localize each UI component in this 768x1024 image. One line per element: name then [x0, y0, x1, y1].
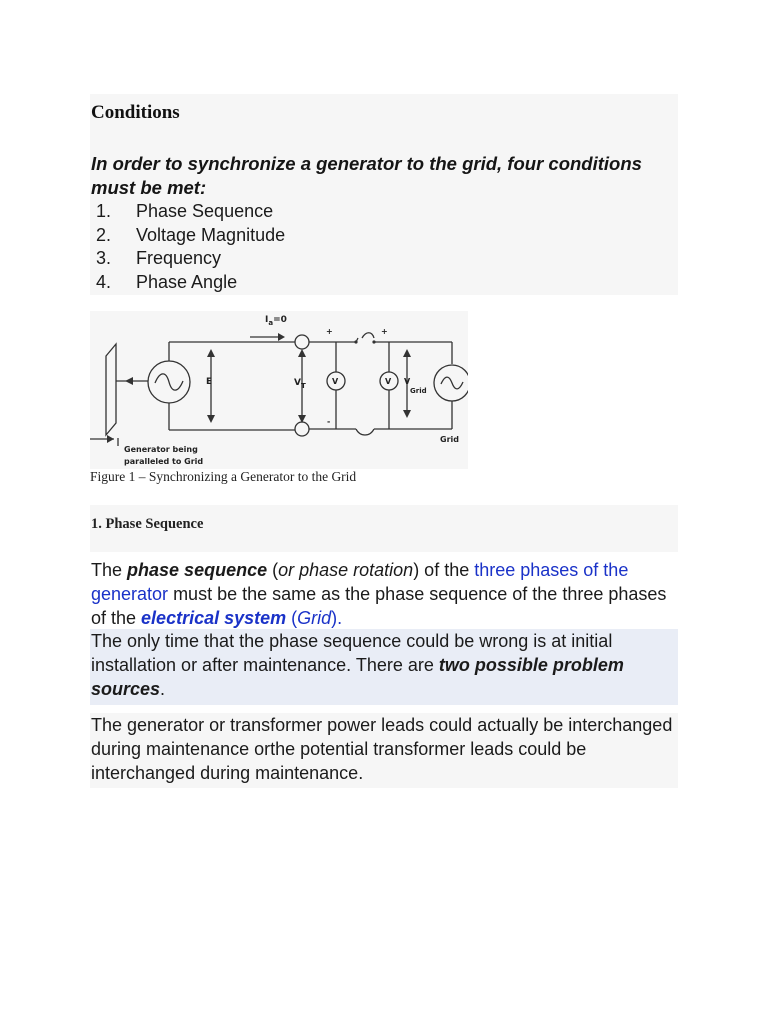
grid-caption: Grid	[440, 435, 459, 444]
breaker-terminal-bottom	[295, 422, 309, 436]
generator-caption-line1: Generator being	[124, 445, 198, 454]
list-label: Frequency	[136, 248, 222, 269]
voltmeter-1-label: V	[332, 377, 339, 386]
link-three-phases[interactable]: three phases of the generator	[91, 560, 629, 604]
list-item	[90, 247, 285, 271]
circuit-diagram	[90, 311, 468, 469]
emf-label: E	[206, 377, 213, 387]
minus-label: -	[327, 417, 331, 426]
section-heading: Conditions	[91, 102, 180, 123]
current-label: $I_a=0$	[265, 315, 287, 327]
plus-label-1: +	[326, 327, 333, 336]
link-grid[interactable]: Grid	[297, 608, 332, 628]
generator-caption-line2: paralleled to Grid	[124, 457, 204, 466]
turbine-shape	[106, 344, 116, 435]
phase-sequence-section	[90, 505, 678, 785]
breaker-terminal-top	[295, 335, 309, 349]
circuit-diagram-figure	[90, 311, 468, 469]
grid-sine	[441, 377, 463, 389]
link-electrical-system[interactable]: electrical system	[141, 608, 287, 628]
conditions-list	[90, 200, 285, 295]
grid-voltage-label: VGrid	[404, 377, 427, 395]
list-item	[90, 200, 285, 224]
section-title: 1. Phase Sequence	[91, 516, 204, 532]
conditions-intro: In order to synchronize a generator to the grid, four conditions must be met:	[91, 153, 642, 198]
section-title-band	[90, 505, 678, 552]
conditions-section	[90, 94, 678, 295]
list-number: 1.	[96, 201, 112, 221]
paragraph-problem-sources: The generator or transformer power leads could actually be interchanged during maintenance orthe potential transformer leads could be interchanged during maintenance.	[90, 713, 678, 788]
paragraph-wrong-sequence: The only time that the phase sequence could be wrong is at initial installation or after maintenance. There are two possible problem sources.	[90, 629, 678, 705]
list-label: Voltage Magnitude	[136, 224, 286, 245]
list-number: 4.	[96, 272, 112, 293]
switch-bottom	[356, 429, 374, 435]
list-number: 3.	[96, 248, 112, 269]
voltmeter-2-label: V	[385, 377, 392, 386]
list-item	[90, 271, 285, 295]
list-number: 2.	[96, 224, 112, 245]
figure-caption: Figure 1 – Synchronizing a Generator to the Grid	[90, 469, 357, 484]
list-item	[90, 224, 285, 248]
terminal-voltage-label: $V_T$	[294, 378, 306, 390]
list-label: Phase Angle	[136, 272, 238, 293]
generator-sine	[155, 374, 183, 390]
plus-label-2: +	[381, 327, 388, 336]
switch-top	[356, 333, 374, 342]
paragraph-phase-sequence-definition: The phase sequence (or phase rotation) of the three phases of the generator must be the same as the phase sequence of the three phases of the electrical system (Grid).	[90, 558, 678, 630]
list-label: Phase Sequence	[136, 201, 274, 221]
